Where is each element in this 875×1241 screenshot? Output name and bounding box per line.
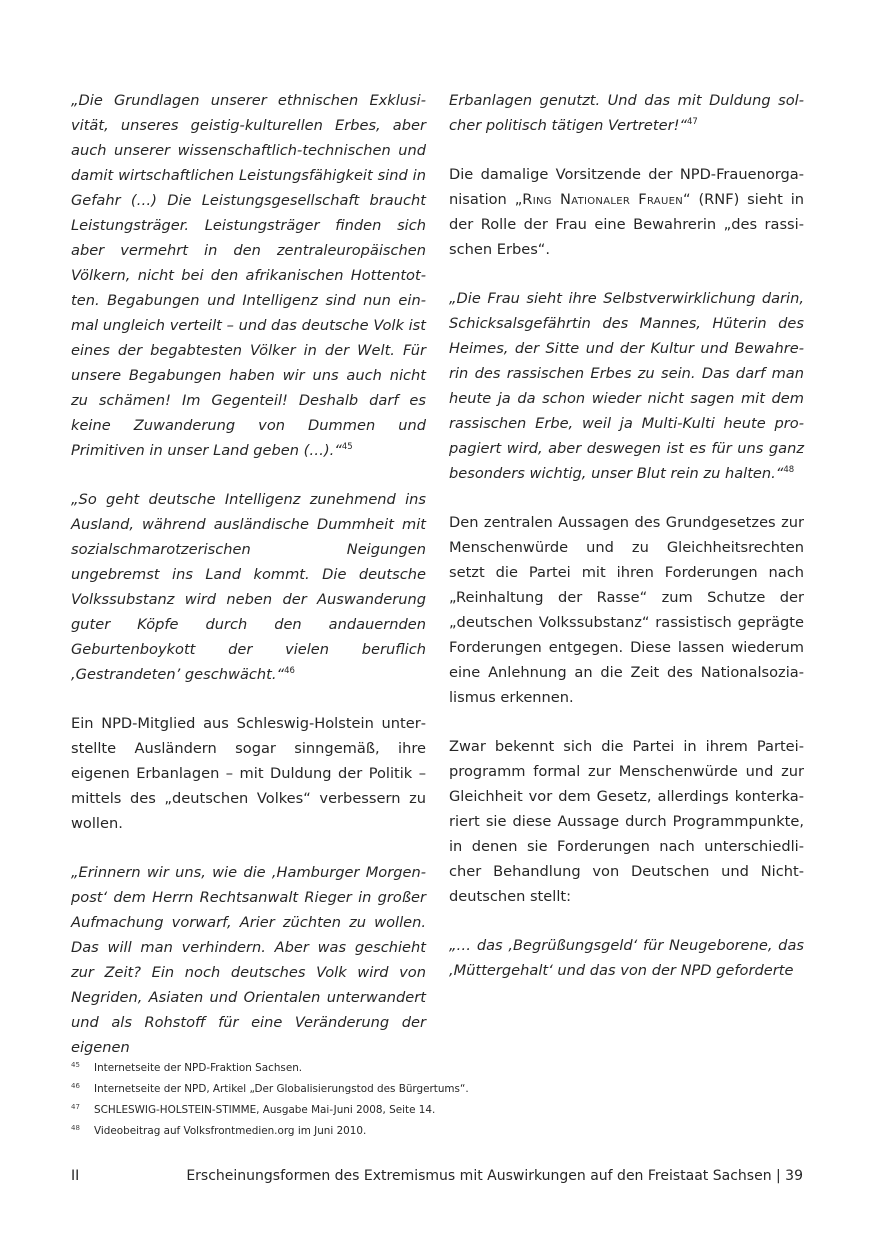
footnote bbox=[71, 1100, 801, 1121]
footnote bbox=[71, 1079, 801, 1100]
quote-paragraph: „… das ‚Begrüßungsgeld‘ für Neugeborene, das ‚Müttergehalt‘ und das von der NPD geforderte bbox=[449, 937, 804, 979]
running-title: Erscheinungsformen des Extremismus mit Auswirkungen auf den Freistaat Sachsen | 39 bbox=[186, 1168, 803, 1184]
footnote-reference: 46 bbox=[284, 666, 295, 677]
quote-paragraph bbox=[449, 88, 804, 138]
footnotes bbox=[71, 1058, 801, 1142]
left-column bbox=[71, 88, 426, 1084]
organization-name: Ring Nationaler Frauen bbox=[522, 191, 683, 208]
footnote-reference: 47 bbox=[686, 117, 698, 128]
footnote-text: Internetseite der NPD-Fraktion Sachsen. bbox=[94, 1062, 303, 1074]
body-paragraph bbox=[449, 162, 804, 262]
quote-paragraph bbox=[71, 487, 426, 687]
paragraph-text: “ (RNF) sieht in der Rolle der Frau eine Bewahrerin „des rassischen Erbes“. bbox=[449, 191, 805, 258]
body-paragraph: Den zentralen Aussagen des Grundgesetzes zur Menschenwürde und zu Gleichheitsrechten setzt die Partei mit ihren Forderungen nach „Reinhaltung der Rasse“ zum Schutze der „deutschen Volkssubstanz“ rassistisch geprägte Forderungen entgegen. Diese lassen wiederum eine Anlehnung an die Zeit des Nationalsozialismus erkennen. bbox=[449, 514, 804, 706]
body-paragraph: Zwar bekennt sich die Partei in ihrem Parteiprogramm formal zur Menschenwürde und zur Gleichheit vor dem Gesetz, allerdings konterkariert sie diese Aussage durch Programmpunkte, in denen sie Forderungen nach unterschiedlicher Behandlung von Deutschen und Nichtdeutschen stellt: bbox=[449, 738, 804, 905]
quote-text: „Die Grundlagen unserer ethnischen Exklusivität, unseres geistig-kulturellen Erbes, aber auch unserer wissenschaftlich-technischen und damit wirtschaftlichen Leistungsfähigkeit sind in Gefahr (…) Die Leistungsgesellschaft braucht Leistungsträger. Leistungsträger finden sich aber vermehrt in den zentraleuropäischen Völkern, nicht bei den afrikanischen Hottentotten. Begabungen und Intelligenz sind nun einmal ungleich verteilt – und das deutsche Volk ist eines der begabtesten Völker in der Welt. Für unsere Begabungen haben wir uns auch nicht zu schämen! Im Gegenteil! Deshalb darf es keine Zuwanderung von Dummen und Primitiven in unser Land geben (…).“ bbox=[71, 92, 426, 459]
quote-paragraph: „Erinnern wir uns, wie die ‚Hamburger Morgenpost‘ dem Herrn Rechtsanwalt Rieger in großer Aufmachung vorwarf, Arier züchten zu wollen. Das will man verhindern. Aber was geschieht zur Zeit? Ein noch deutsches Volk wird von Negriden, Asiaten und Orientalen unterwandert und als Rohstoff für eine Veränderung der eigenen bbox=[71, 864, 426, 1056]
footnote bbox=[71, 1121, 801, 1142]
right-column bbox=[449, 88, 804, 1007]
quote-paragraph bbox=[449, 286, 804, 486]
quote-text: „Die Frau sieht ihre Selbstverwirklichung darin, Schicksalsgefährtin des Mannes, Hüterin des Heimes, der Sitte und der Kultur und Bewahrerin des rassischen Erbes zu sein. Das darf man heute ja da schon wieder nicht sagen mit dem rassischen Erbe, weil ja Multi-Kulti heute propagiert wird, aber deswegen ist es für uns ganz besonders wichtig, unser Blut rein zu halten.“ bbox=[449, 290, 804, 482]
footnote-number: 48 bbox=[71, 1124, 80, 1132]
footnote-text: Internetseite der NPD, Artikel „Der Globalisierungstod des Bürgertums“. bbox=[94, 1083, 469, 1095]
footnote-text: Videobeitrag auf Volksfrontmedien.org im Juni 2010. bbox=[94, 1125, 367, 1137]
quote-text: „So geht deutsche Intelligenz zunehmend ins Ausland, während ausländische Dummheit mit sozialschmarotzerischen Neigungen ungebremst ins Land kommt. Die deutsche Volkssubstanz wird neben der Auswanderung guter Köpfe durch den andauernden Geburtenboykott der vielen beruflich ‚Gestrandeten’ geschwächt.“ bbox=[71, 491, 426, 683]
quote-text: Erbanlagen genutzt. Und das mit Duldung solcher politisch tätigen Vertreter!“ bbox=[449, 92, 804, 134]
footnote-text: SCHLESWIG-HOLSTEIN-STIMME, Ausgabe Mai-Juni 2008, Seite 14. bbox=[94, 1104, 436, 1116]
footnote-number: 46 bbox=[71, 1082, 80, 1090]
footnote-number: 45 bbox=[71, 1061, 80, 1069]
footnote-number: 47 bbox=[71, 1103, 80, 1111]
paragraph-text: Die damalige Vorsitzende der NPD-Frauenorganisation „ bbox=[449, 166, 804, 208]
quote-paragraph bbox=[71, 88, 426, 463]
body-paragraph: Ein NPD-Mitglied aus Schleswig-Holstein unterstellte Ausländern sogar sinngemäß, ihre eigenen Erbanlagen – mit Duldung der Politik – mittels des „deutschen Volkes“ verbessern zu wollen. bbox=[71, 715, 426, 832]
footnote-reference: 45 bbox=[341, 442, 353, 453]
footnote bbox=[71, 1058, 801, 1079]
section-number: II bbox=[71, 1168, 80, 1184]
footnote-reference: 48 bbox=[783, 465, 795, 476]
